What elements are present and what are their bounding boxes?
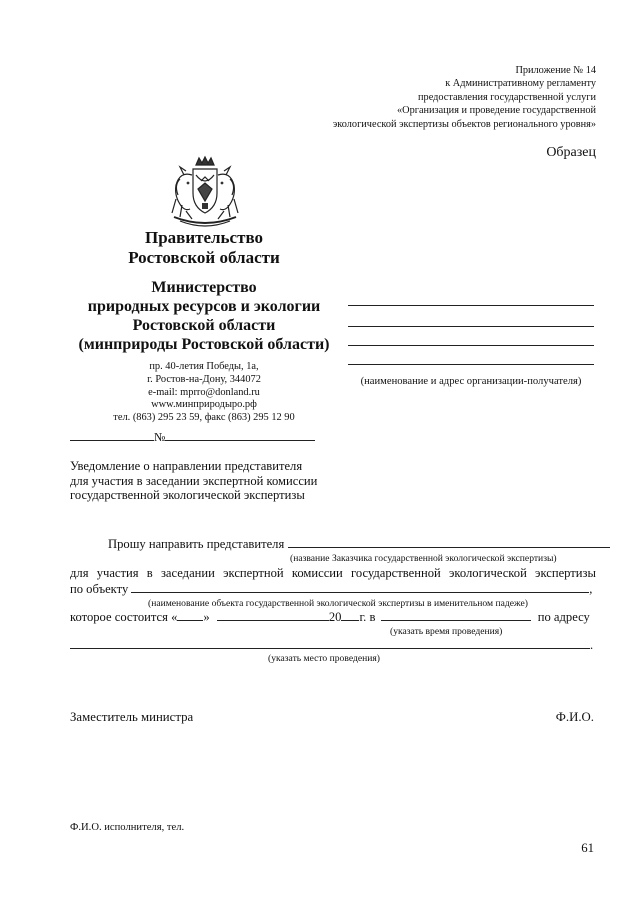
government-line: Ростовской области bbox=[128, 248, 280, 267]
page-number: 61 bbox=[581, 841, 594, 855]
address-line: пр. 40-летия Победы, 1а, bbox=[149, 361, 259, 372]
government-line: Правительство bbox=[144, 228, 264, 247]
appendix-note bbox=[333, 64, 596, 131]
subject-line: государственной экологической экспертизы bbox=[70, 488, 305, 503]
body-line-3: по объекту , bbox=[70, 582, 593, 596]
subject-block bbox=[70, 459, 317, 503]
executor-info: Ф.И.О. исполнителя, тел. bbox=[70, 822, 185, 833]
ministry-line: Ростовской области bbox=[132, 317, 276, 334]
appendix-line: Приложение № 14 bbox=[515, 65, 596, 76]
ministry-address bbox=[66, 361, 342, 425]
appendix-line: экологической экспертизы объектов регионального уровня» bbox=[332, 118, 596, 130]
address-line: e-mail: mprro@donland.ru bbox=[148, 386, 260, 398]
government-title bbox=[66, 228, 342, 268]
recipient-line bbox=[348, 326, 594, 327]
place-blank bbox=[70, 637, 590, 649]
object-label: по объекту bbox=[70, 582, 129, 596]
day-blank bbox=[177, 609, 203, 621]
ministry-line: (минприроды Ростовской области) bbox=[78, 336, 330, 353]
body-line-4: которое состоится « » 20 г. в по адресу bbox=[70, 610, 590, 624]
address-line: тел. (863) 295 23 59, факс (863) 295 12 90 bbox=[113, 412, 295, 424]
appendix-line: к Административному регламенту bbox=[445, 78, 596, 90]
body-line-1 bbox=[70, 536, 596, 552]
subject-line: Уведомление о направлении представителя bbox=[70, 459, 303, 473]
number-blank bbox=[165, 429, 315, 441]
date-blank bbox=[70, 429, 154, 441]
recipient-line bbox=[348, 364, 594, 365]
signatory-name: Ф.И.О. bbox=[555, 710, 594, 724]
address-line: г. Ростов-на-Дону, 344072 bbox=[147, 373, 261, 385]
customer-blank bbox=[288, 536, 610, 548]
number-sign: № bbox=[154, 430, 166, 444]
object-caption: (наименование объекта государственной экологической экспертизы в именительном падеже) bbox=[148, 598, 528, 609]
coat-of-arms-emblem bbox=[166, 155, 244, 227]
body-line-5: . bbox=[70, 637, 596, 653]
address-line: www.минприродыро.рф bbox=[151, 399, 257, 411]
customer-caption: (название Заказчика государственной экологической экспертизы) bbox=[290, 553, 557, 564]
body-line-2: для участия в заседании экспертной комиссии государственной экологической экспертизы bbox=[70, 566, 596, 580]
subject-line: для участия в заседании экспертной комиссии bbox=[70, 473, 318, 488]
year-blank bbox=[341, 609, 359, 621]
sample-label: Образец bbox=[546, 145, 596, 160]
object-blank bbox=[131, 581, 589, 593]
place-caption: (указать место проведения) bbox=[268, 653, 380, 664]
ministry-line: Министерство bbox=[151, 279, 257, 296]
ministry-line: природных ресурсов и экологии bbox=[87, 298, 321, 315]
time-caption: (указать время проведения) bbox=[390, 626, 503, 637]
ministry-title bbox=[66, 278, 342, 354]
request-text: Прошу направить представителя bbox=[108, 537, 285, 551]
time-blank bbox=[381, 609, 531, 621]
month-blank bbox=[217, 609, 329, 621]
signatory-position: Заместитель министра bbox=[70, 710, 194, 724]
appendix-line: «Организация и проведение государственной bbox=[396, 105, 596, 117]
appendix-line: предоставления государственной услуги bbox=[418, 91, 596, 103]
recipient-line bbox=[348, 345, 594, 346]
recipient-line bbox=[348, 305, 594, 306]
document-number-line bbox=[70, 429, 315, 445]
recipient-caption: (наименование и адрес организации-получателя) bbox=[360, 376, 582, 387]
